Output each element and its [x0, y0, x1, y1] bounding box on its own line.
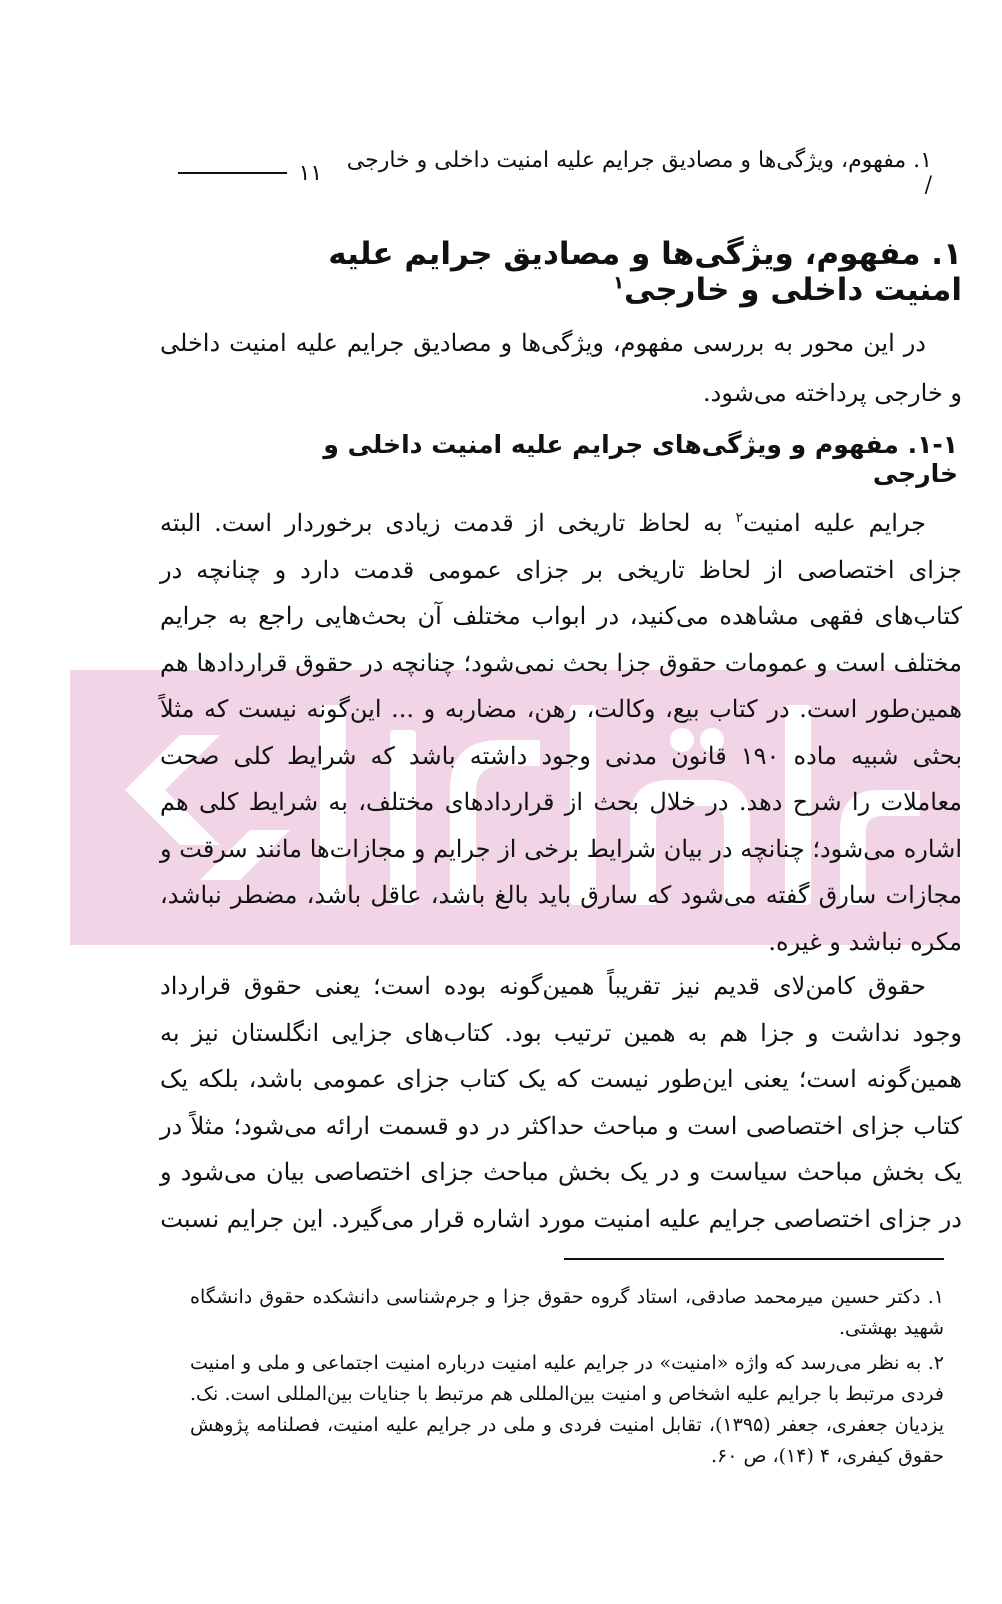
section-title — [280, 430, 958, 488]
paragraph-1-body: به لحاظ تاریخی از قدمت زیادی برخوردار است. البته جزای اختصاصی از لحاظ تاریخی بر جزای عمومی قدمت دارد و چنانچه در کتاب‌های فقهی مشاهده می‌کنید، در ابواب مختلف آن بحث‌هایی راجع به جرایم مختلف است و عمومات حقوق جزا بحث نمی‌شود؛ چنانچه در حقوق قراردادها هم همین‌طور است. در کتاب بیع، وکالت، رهن، مضاربه و ... این‌گونه نیست که مثلاً بحثی شبیه ماده ۱۹۰ قانون مدنی وجود داشته باشد که شرایط کلی صحت معاملات را شرح دهد. در خلال بحث از قراردادهای مختلف، به شرایط کلی هم اشاره می‌شود؛ چنانچه در بیان شرایط برخی از جرایم و مجازات‌ها مانند سرقت و مجازات سارق گفته می‌شود که سارق باید بالغ باشد، عاقل باشد، مضطر نباشد، مکره نباشد و غیره. — [160, 509, 963, 956]
intro-paragraph — [160, 318, 962, 418]
running-header — [170, 148, 932, 198]
chapter-title-text: ۱. مفهوم، ویژگی‌ها و مصادیق جرایم علیه امنیت داخلی و خارجی — [328, 236, 962, 308]
page-number: ۱۱ — [298, 160, 323, 186]
section-title-text: ۱-۱. مفهوم و ویژگی‌های جرایم علیه امنیت داخلی و خارجی — [323, 430, 958, 488]
paragraph-1-footnote-ref: ۲ — [735, 510, 744, 526]
chapter-footnote-ref: ۱ — [612, 272, 624, 294]
running-header-title: ۱. مفهوم، ویژگی‌ها و مصادیق جرایم علیه امنیت داخلی و خارجی / — [346, 148, 932, 198]
paragraph-1-text — [160, 495, 962, 965]
footnote-1: ۱. دکتر حسین میرمحمد صادقی، استاد گروه حقوق جزا و جرم‌شناسی دانشکده حقوق دانشگاه شهید بهشتی. — [190, 1286, 944, 1339]
footnote-separator — [564, 1258, 944, 1260]
body-paragraph-1 — [160, 495, 962, 965]
body-paragraph-2 — [160, 963, 962, 1242]
header-rule — [178, 172, 287, 174]
paragraph-1-lead: جرایم علیه امنیت — [743, 509, 926, 537]
footnote-2: ۲. به نظر می‌رسد که واژه «امنیت» در جرایم علیه امنیت درباره امنیت اجتماعی و ملی و امنیت فردی مرتبط با جرایم علیه اشخاص و امنیت بین‌المللی هم مرتبط با جنایات بین‌المللی است. نک. یزدیان جعفری، جعفر (۱۳۹۵)، تقابل امنیت فردی و ملی در جرایم علیه امنیت، فصلنامه پژوهش حقوق کیفری، ۴ (۱۴)، ص ۶۰. — [190, 1352, 944, 1467]
intro-text: در این محور به بررسی مفهوم، ویژگی‌ها و مصادیق جرایم علیه امنیت داخلی و خارجی پرداخته می‌شود. — [160, 329, 962, 407]
paragraph-2-text: حقوق کامن‌لای قدیم نیز تقریباً همین‌گونه بوده است؛ یعنی حقوق قرارداد وجود نداشت و جزا هم به همین ترتیب بود. کتاب‌های جزایی انگلستان نیز به همین‌گونه است؛ یعنی این‌طور نیست که یک کتاب جزای عمومی باشد، بلکه یک کتاب جزای اختصاصی است و مباحث حداکثر در دو قسمت ارائه می‌شود؛ مثلاً در یک بخش مباحث سیاست و در یک بخش مباحث جزای اختصاصی بیان می‌شود و در جزای اختصاصی جرایم علیه امنیت مورد اشاره قرار می‌گیرد. این جرایم نسبت — [160, 972, 962, 1233]
footnotes — [190, 1282, 944, 1476]
chapter-title — [230, 236, 962, 308]
